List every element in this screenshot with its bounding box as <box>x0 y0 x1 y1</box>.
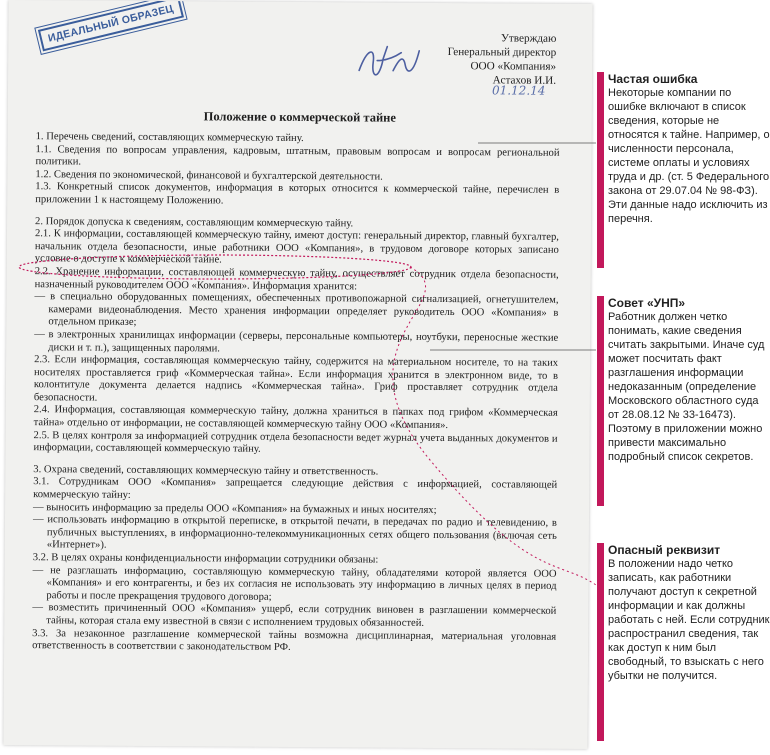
note-dangerous-detail <box>608 543 770 683</box>
approval-line-name: Астахов И.И. <box>492 74 557 87</box>
clause-2-3: 2.3. Если информация, составляющая коммерческую тайну, содержится на материальном носителе, то на таких носителях проставляется гриф «Коммерческая тайна». Если информация хранится в электронном виде, то в колонтитуле документа делается надпись «Коммерческая тайна». Гриф проставляет сотрудник отдела безопасности. <box>33 354 559 404</box>
approval-line-position: Генеральный директор <box>447 46 557 59</box>
sample-stamp: ИДЕАЛЬНЫЙ ОБРАЗЕЦ <box>38 0 184 51</box>
note-accent-bar-1 <box>597 72 604 268</box>
clause-3-1-item-1: — выносить информацию за пределы ООО «Компания» на бумажных и иных носителях; <box>33 501 437 516</box>
approval-line-approve: Утверждаю <box>500 32 557 45</box>
clause-2-5: 2.5. В целях контроля за информацией сотрудник отдела безопасности ведет журнал учета выданных документов и информации, составляющей коммерческую тайну. <box>33 429 558 455</box>
note-advice <box>608 296 770 464</box>
note-accent-bar-2 <box>597 296 604 506</box>
clause-2-4: 2.4. Информация, составляющая коммерческую тайну, должна храниться в папках под грифом «Коммерческая тайна» отдельно от информации, не составляющей коммерческую тайну ООО «Компания». <box>33 404 558 432</box>
section-2-heading: 2. Порядок допуска к сведениям, составляющим коммерческую тайну. <box>35 215 354 229</box>
clause-3-1: 3.1. Сотрудникам ООО «Компания» запрещается следующие действия с информацией, составляющей коммерческую тайну: <box>33 476 558 501</box>
clause-1-2: 1.2. Сведения по экономической, финансовой и бухгалтерской деятельности. <box>35 168 383 183</box>
approval-date: 01.12.14 <box>491 83 546 98</box>
connector-dotted-curve <box>393 267 596 585</box>
clause-2-2-item-2: — в электронных хранилищах информации (серверы, персональные компьютеры, ноутбуки, переносные жесткие диски и т. п.), защищенных паролями. <box>34 329 559 354</box>
section-3-heading: 3. Охрана сведений, составляющих коммерческую тайну и ответственность. <box>33 463 379 478</box>
note-title: Совет «УНП» <box>608 296 686 310</box>
note-common-mistake <box>608 72 770 226</box>
clause-3-3: 3.3. За незаконное разглашение коммерческой тайны возможна дисциплинарная, материальная уголовная ответственность в соответствии с законодательством РФ. <box>32 627 557 654</box>
note-title: Частая ошибка <box>608 72 698 86</box>
note-title: Опасный реквизит <box>608 543 721 557</box>
clause-1-3: 1.3. Конкретный список документов, информация в которых относится к коммерческой тайне, перечислен в приложении 1 к настоящему Положению. <box>35 181 560 207</box>
note-accent-bar-3 <box>597 543 604 741</box>
approval-line-company: ООО «Компания» <box>470 60 557 73</box>
clause-3-1-item-2: — использовать информацию в открытой переписке, в открытой печати, в передачах по радио и телевидению, в публичных выступлениях, в информационно-телекоммуникационных сетях общего пользования (включая сеть «Интернет»). <box>32 514 558 552</box>
clause-1-1: 1.1. Сведения по вопросам управления, кадровым, штатным, правовым вопросам и вопросам региональной политики. <box>35 143 560 168</box>
clause-3-2-item-2: — возместить причиненный ООО «Компания» ущерб, если сотрудник виновен в разглашении коммерческой тайны, которая стала ему известной в связи с исполнением трудовых обязанностей. <box>32 602 557 629</box>
clause-2-2-item-1: — в специально оборудованных помещениях, обеспеченных противопожарной сигнализацией, огнетушителем, камерами видеонаблюдения. Место хранения информации определяет руководитель ООО «Компания» в отдельном приказе; <box>34 291 559 329</box>
document-title: Положение о коммерческой тайне <box>203 109 397 125</box>
clause-2-2: 2.2. Хранение информации, составляющей коммерческую тайну, осуществляет сотрудник отдела безопасности, назначенный руководителем ООО «Компания». Информация хранится: <box>34 266 559 292</box>
clause-3-2: 3.2. В целях охраны конфиденциальности информации сотрудники обязаны: <box>32 552 379 566</box>
highlight-ellipse <box>19 255 411 279</box>
section-1-heading: 1. Перечень сведений, составляющих коммерческую тайну. <box>35 131 304 145</box>
clause-2-1: 2.1. К информации, составляющей коммерческую тайну, имеют доступ: генеральный директор, главный бухгалтер, начальник отдела безопасности, иные работники ООО «Компания», в трудовом договоре которых записано условие о доступе к коммерческой тайне. <box>34 228 560 266</box>
note-text: В положении надо четко записать, как работники получают доступ к секретной информации и как должны работать с ней. Если сотрудник распространил сведения, так как доступ к ним был свободный, то взыскать с него убытки не получится. <box>608 558 770 682</box>
note-text: Работник должен четко понимать, какие сведения считать закрытыми. Иначе суд может посчитать факт разглашения информации недоказанным (определение Московского областного суда от 28.08.12 № 33-16473). Поэтому в приложении можно привести максимально подробный список секретов. <box>608 311 765 463</box>
note-text: Некоторые компании по ошибке включают в список сведения, которые не относятся к тайне. Например, о численности персонала, системе оплаты и условиях труда и др. (ст. 5 Федерального закона от 29.07.04 № 98-ФЗ). Эти данные надо исключить из перечня. <box>608 87 770 225</box>
clause-3-2-item-1: — не разглашать информацию, составляющую коммерческую тайну, обладателями которой является ООО «Компания» и его контрагенты, и без их согласия не использовать эту информацию в личных целях в период работы и после прекращения трудового договора; <box>32 564 557 603</box>
